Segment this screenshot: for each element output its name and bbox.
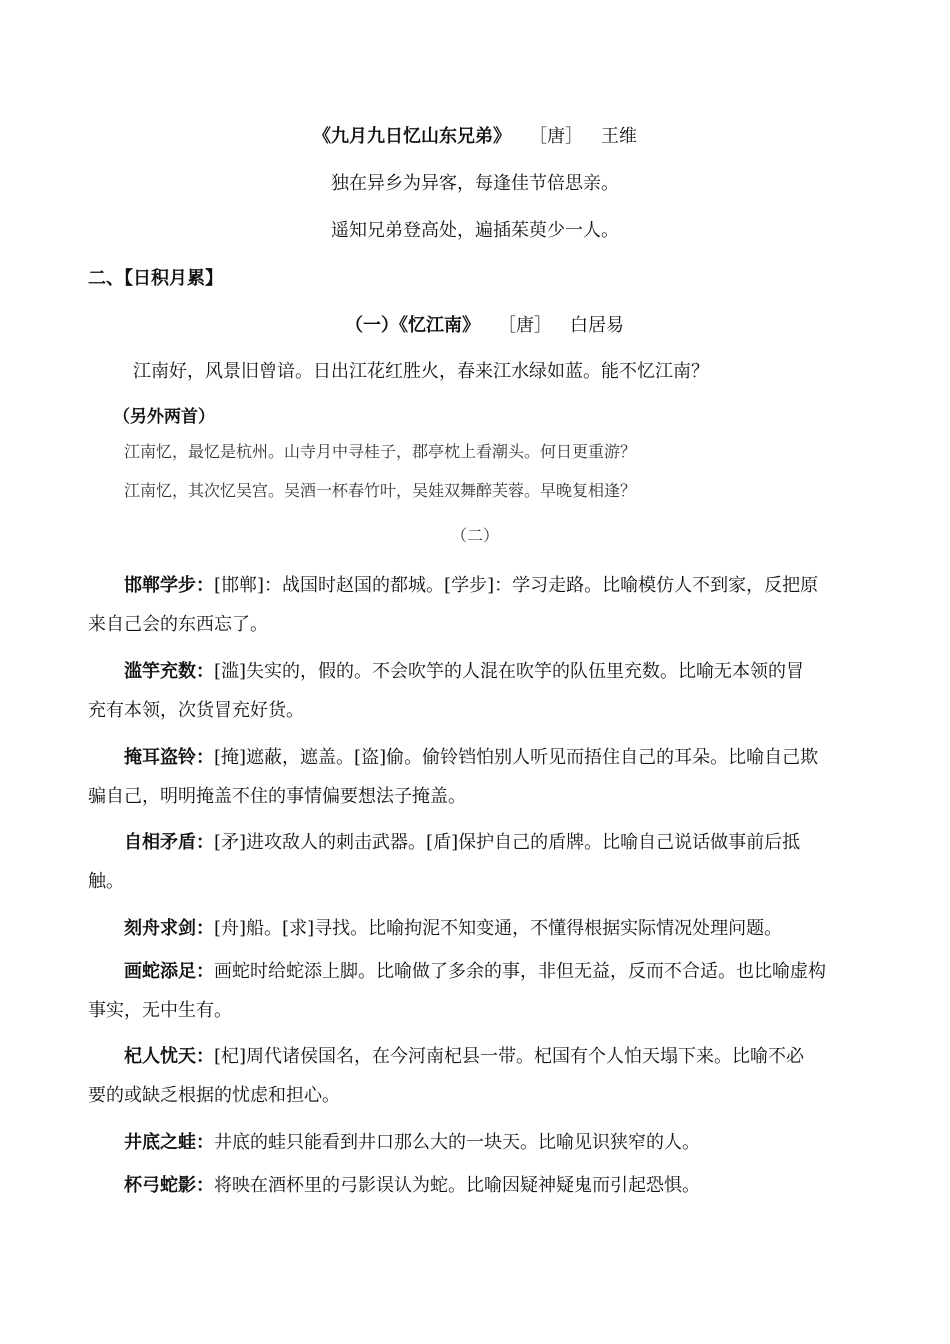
poem1-dynasty: ［唐］ — [529, 126, 583, 147]
idiom-definition-cont: 充有本领，次货冒充好货。 — [88, 700, 304, 721]
idiom-entry — [88, 823, 848, 901]
poem2-extra-line-1: 江南忆，最忆是杭州。山寺月中寻桂子，郡亭枕上看潮头。何日更重游？ — [124, 442, 637, 461]
poem2-extra-line-2: 江南忆，其次忆吴宫。吴酒一杯春竹叶，吴娃双舞醉芙蓉。早晚复相逢？ — [124, 481, 637, 500]
poem2-title: （一）《忆江南》 — [345, 315, 480, 336]
idiom-entry — [88, 952, 848, 1030]
idiom-definition: 井底的蛙只能看到井口那么大的一块天。比喻见识狭窄的人。 — [214, 1132, 700, 1153]
idiom-term: 井底之蛙： — [124, 1132, 214, 1153]
poem1-line-1: 独在异乡为异客，每逢佳节倍思亲。 — [331, 173, 619, 194]
idiom-term: 邯郸学步： — [124, 575, 214, 596]
idiom-entry — [88, 1037, 848, 1115]
idiom-term: 自相矛盾： — [124, 832, 214, 853]
poem1-title: 《九月九日忆山东兄弟》 — [313, 126, 511, 147]
idiom-definition: [掩]遮蔽，遮盖。[盗]偷。偷铃铛怕别人听见而捂住自己的耳朵。比喻自己欺 — [214, 747, 819, 768]
idiom-entry — [88, 652, 848, 730]
idiom-term: 杞人忧天： — [124, 1046, 214, 1067]
idiom-entry — [88, 1123, 848, 1162]
idiom-definition: [滥]失实的，假的。不会吹竽的人混在吹竽的队伍里充数。比喻无本领的冒 — [214, 661, 805, 682]
poem2-title-line — [345, 314, 624, 338]
idiom-definition-cont: 来自己会的东西忘了。 — [88, 614, 268, 635]
idiom-entry — [88, 1166, 848, 1205]
poem2-dynasty: ［唐］ — [498, 315, 552, 336]
idiom-definition: 将映在酒杯里的弓影误认为蛇。比喻因疑神疑鬼而引起恐惧。 — [214, 1175, 700, 1196]
poem1-line-2: 遥知兄弟登高处，遍插茱萸少一人。 — [331, 220, 619, 241]
idiom-definition-cont: 事实，无中生有。 — [88, 1000, 232, 1021]
section2-heading: 二、【日积月累】 — [88, 268, 223, 289]
poem1-author: 王维 — [601, 126, 637, 147]
idiom-term: 滥竽充数： — [124, 661, 214, 682]
idiom-term: 掩耳盗铃： — [124, 747, 214, 768]
idiom-entry — [88, 738, 848, 816]
idiom-definition: [邯郸]：战国时赵国的都城。[学步]：学习走路。比喻模仿人不到家，反把原 — [214, 575, 819, 596]
idiom-entry — [88, 909, 848, 948]
idiom-term: 刻舟求剑： — [124, 918, 214, 939]
idiom-definition-cont: 触。 — [88, 871, 124, 892]
idiom-term: 杯弓蛇影： — [124, 1175, 214, 1196]
poem2-author: 白居易 — [570, 315, 624, 336]
idiom-entry — [88, 566, 848, 644]
idiom-definition-cont: 骗自己，明明掩盖不住的事情偏要想法子掩盖。 — [88, 786, 466, 807]
poem1-title-line — [0, 125, 950, 149]
poem2-text: 江南好，风景旧曾谙。日出江花红胜火，春来江水绿如蓝。能不忆江南？ — [133, 361, 709, 382]
idiom-definition: [舟]船。[求]寻找。比喻拘泥不知变通，不懂得根据实际情况处理问题。 — [214, 918, 783, 939]
idiom-definition: 画蛇时给蛇添上脚。比喻做了多余的事，非但无益，反而不合适。也比喻虚构 — [214, 961, 826, 982]
idiom-definition: [杞]周代诸侯国名，在今河南杞县一带。杞国有个人怕天塌下来。比喻不必 — [214, 1046, 805, 1067]
idiom-definition-cont: 要的或缺乏根据的忧虑和担心。 — [88, 1085, 340, 1106]
poem2-extra-label: （另外两首） — [113, 407, 215, 427]
part2-label: （二） — [450, 526, 499, 545]
idiom-term: 画蛇添足： — [124, 961, 214, 982]
idiom-definition: [矛]进攻敌人的刺击武器。[盾]保护自己的盾牌。比喻自己说话做事前后抵 — [214, 832, 801, 853]
